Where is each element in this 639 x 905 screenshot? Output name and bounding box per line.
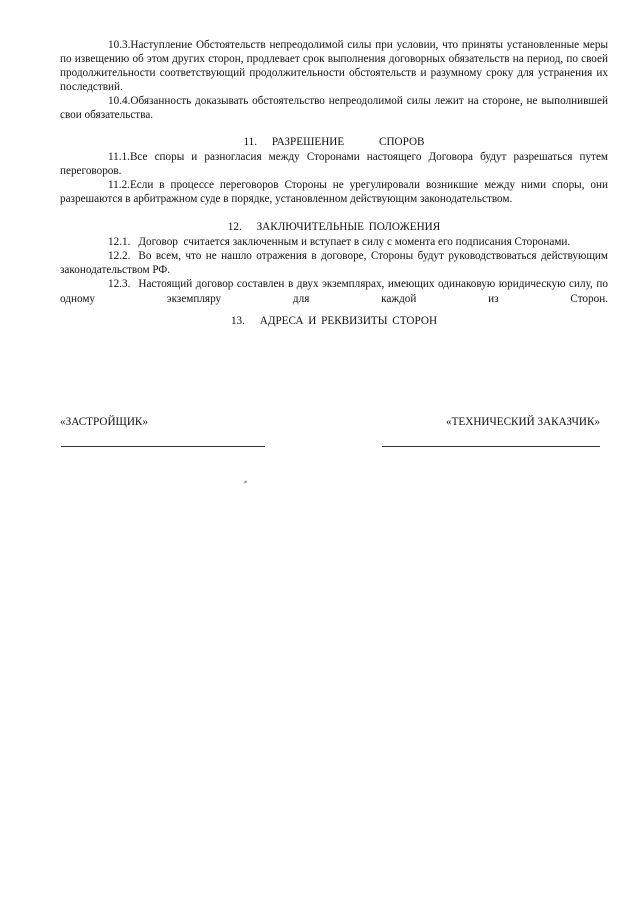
section-heading-13 bbox=[60, 314, 608, 328]
clause-text: Договор считается заключенным и вступает в силу с момента его подписания Сторонами. bbox=[138, 236, 571, 249]
clause-text: Если в процессе переговоров Стороны не урегулировали возникшие между ними споры, они разрешаются в арбитражном суде в порядке, установленном действующим законодательством. bbox=[60, 178, 608, 205]
clause-text: Настоящий договор составлен в двух экземплярах, имеющих одинаковую юридическую силу, по одному экземпляру для каждой из Сторон. bbox=[60, 278, 608, 305]
section-title-word-1: РАЗРЕШЕНИЕ bbox=[271, 135, 345, 148]
section-number: 12. bbox=[227, 221, 242, 234]
scan-speck bbox=[244, 480, 248, 483]
clause-number: 11.1. bbox=[108, 150, 130, 163]
signature-line-technical-customer bbox=[382, 446, 600, 447]
clause-text: Все споры и разногласия между Сторонами настоящего Договора будут разрешаться путем переговоров. bbox=[60, 150, 608, 177]
section-title: АДРЕСА И РЕКВИЗИТЫ СТОРОН bbox=[259, 314, 438, 327]
clause-12-2 bbox=[60, 249, 608, 277]
clause-12-3 bbox=[60, 277, 608, 305]
section-title: ЗАКЛЮЧИТЕЛЬНЫЕ ПОЛОЖЕНИЯ bbox=[256, 221, 441, 234]
signature-line-developer bbox=[61, 446, 265, 447]
clause-10-3 bbox=[60, 38, 608, 94]
contract-body bbox=[60, 38, 608, 328]
clause-number: 12.1. bbox=[108, 236, 131, 249]
clause-number: 10.4. bbox=[108, 95, 131, 108]
clause-12-1 bbox=[60, 235, 608, 249]
signature-block bbox=[60, 416, 608, 456]
clause-number: 12.2. bbox=[108, 250, 131, 263]
clause-text: Обязанность доказывать обстоятельство непреодолимой силы лежит на стороне, не выполнившей свои обязательства. bbox=[60, 95, 608, 122]
section-title-word-2: СПОРОВ bbox=[379, 135, 425, 148]
section-number: 11. bbox=[243, 135, 258, 148]
section-number: 13. bbox=[230, 314, 245, 327]
clause-10-4 bbox=[60, 94, 608, 122]
clause-11-2 bbox=[60, 178, 608, 206]
clause-11-1 bbox=[60, 150, 608, 178]
party-developer-label: «ЗАСТРОЙЩИК» bbox=[60, 416, 148, 428]
section-heading-11 bbox=[60, 135, 608, 149]
party-technical-customer-label: «ТЕХНИЧЕСКИЙ ЗАКАЗЧИК» bbox=[445, 416, 600, 428]
clause-number: 12.3. bbox=[108, 278, 131, 291]
section-heading-12 bbox=[60, 220, 608, 234]
clause-number: 11.2. bbox=[108, 178, 130, 191]
clause-text: Во всем, что не нашло отражения в договоре, Стороны будут руководствоваться действующим законодательством РФ. bbox=[60, 250, 608, 277]
clause-text: Наступление Обстоятельств непреодолимой силы при условии, что приняты установленные меры по извещению об этом других сторон, продлевает срок выполнения договорных обязательств на период, по своей продолжительности соответствующий продолжительности обстоятельств и разумному сроку для устранения их последствий. bbox=[60, 39, 608, 94]
clause-number: 10.3. bbox=[108, 39, 131, 51]
